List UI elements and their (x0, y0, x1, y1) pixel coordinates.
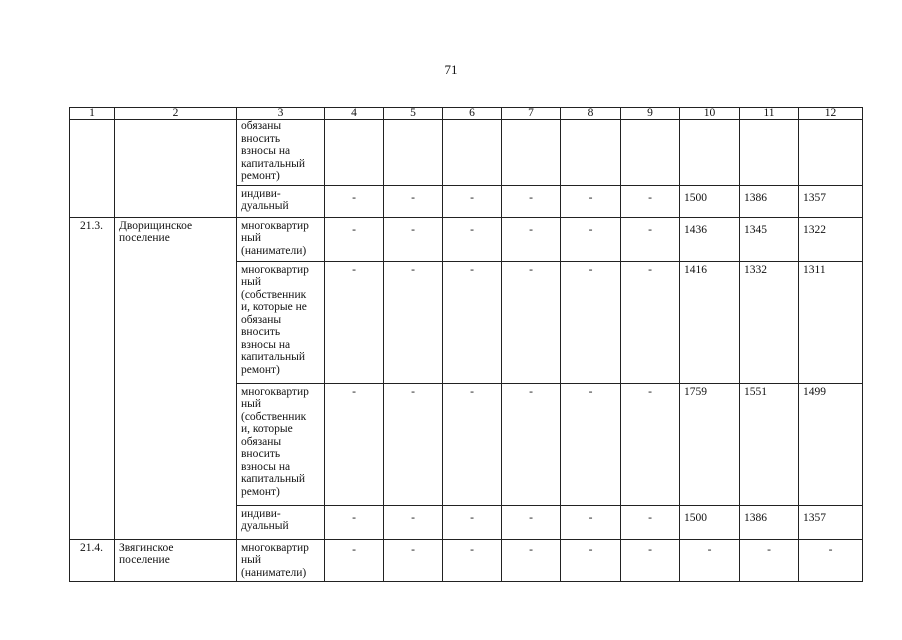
value-cell: - (384, 539, 443, 582)
value-cell (680, 120, 740, 186)
value-cell: 1322 (799, 217, 863, 261)
value-cell: - (325, 383, 384, 505)
value-cell: - (325, 539, 384, 582)
table-header-row (70, 108, 863, 120)
tariff-table (69, 107, 863, 582)
column-header: 6 (443, 108, 502, 120)
housing-type-cell: многоквартир ный (собственник и, которые обязаны вносить взносы на капитальный ремонт) (237, 383, 325, 505)
value-cell: - (621, 261, 680, 383)
value-cell: - (561, 217, 621, 261)
housing-type-cell: обязаны вносить взносы на капитальный ремонт) (237, 120, 325, 186)
table-row (70, 539, 863, 582)
value-cell: 1551 (740, 383, 799, 505)
value-cell: - (561, 539, 621, 582)
column-header: 5 (384, 108, 443, 120)
value-cell (325, 120, 384, 186)
table-body (70, 108, 863, 582)
value-cell: - (443, 217, 502, 261)
value-cell: - (621, 383, 680, 505)
settlement-name-cell (115, 120, 237, 218)
value-cell: 1759 (680, 383, 740, 505)
value-cell: - (740, 539, 799, 582)
housing-type-cell: многоквартир ный (наниматели) (237, 539, 325, 582)
value-cell: - (384, 217, 443, 261)
value-cell: - (680, 539, 740, 582)
value-cell (621, 120, 680, 186)
value-cell: 1332 (740, 261, 799, 383)
value-cell: - (621, 539, 680, 582)
value-cell: - (502, 383, 561, 505)
column-header: 2 (115, 108, 237, 120)
value-cell: 1386 (740, 185, 799, 217)
value-cell: - (561, 505, 621, 539)
value-cell: 1357 (799, 185, 863, 217)
value-cell (443, 120, 502, 186)
value-cell: - (561, 261, 621, 383)
value-cell: 1500 (680, 505, 740, 539)
value-cell: - (325, 505, 384, 539)
value-cell: 1386 (740, 505, 799, 539)
housing-type-cell: индиви- дуальный (237, 185, 325, 217)
value-cell: - (443, 261, 502, 383)
table-row (70, 120, 863, 186)
value-cell: - (325, 261, 384, 383)
housing-type-cell: многоквартир ный (наниматели) (237, 217, 325, 261)
value-cell (740, 120, 799, 186)
value-cell: - (443, 539, 502, 582)
value-cell: - (443, 505, 502, 539)
value-cell: - (621, 185, 680, 217)
value-cell: - (325, 217, 384, 261)
value-cell: - (502, 505, 561, 539)
value-cell (799, 120, 863, 186)
value-cell (384, 120, 443, 186)
housing-type-cell: индиви- дуальный (237, 505, 325, 539)
value-cell: 1416 (680, 261, 740, 383)
page-number: 71 (444, 62, 458, 77)
value-cell: 1436 (680, 217, 740, 261)
value-cell: - (384, 261, 443, 383)
value-cell: - (384, 383, 443, 505)
value-cell: 1500 (680, 185, 740, 217)
settlement-name-cell: Дворищинское поселение (115, 217, 237, 539)
value-cell: - (561, 383, 621, 505)
value-cell: 1357 (799, 505, 863, 539)
column-header: 12 (799, 108, 863, 120)
row-id-cell (70, 120, 115, 218)
column-header: 1 (70, 108, 115, 120)
value-cell: - (443, 383, 502, 505)
column-header: 10 (680, 108, 740, 120)
value-cell: - (502, 217, 561, 261)
row-id-cell: 21.4. (70, 539, 115, 582)
column-header: 7 (502, 108, 561, 120)
value-cell: - (621, 505, 680, 539)
row-id-cell: 21.3. (70, 217, 115, 539)
value-cell (502, 120, 561, 186)
value-cell: - (502, 261, 561, 383)
table-row (70, 217, 863, 261)
value-cell: - (799, 539, 863, 582)
column-header: 9 (621, 108, 680, 120)
column-header: 3 (237, 108, 325, 120)
column-header: 4 (325, 108, 384, 120)
value-cell: - (561, 185, 621, 217)
value-cell: 1499 (799, 383, 863, 505)
value-cell: 1345 (740, 217, 799, 261)
value-cell: - (502, 539, 561, 582)
housing-type-cell: многоквартир ный (собственник и, которые не обязаны вносить взносы на капитальный ремонт) (237, 261, 325, 383)
column-header: 11 (740, 108, 799, 120)
value-cell: 1311 (799, 261, 863, 383)
settlement-name-cell: Звягинское поселение (115, 539, 237, 582)
value-cell: - (443, 185, 502, 217)
value-cell: - (502, 185, 561, 217)
value-cell: - (325, 185, 384, 217)
column-header: 8 (561, 108, 621, 120)
value-cell: - (384, 185, 443, 217)
value-cell: - (384, 505, 443, 539)
value-cell: - (621, 217, 680, 261)
value-cell (561, 120, 621, 186)
